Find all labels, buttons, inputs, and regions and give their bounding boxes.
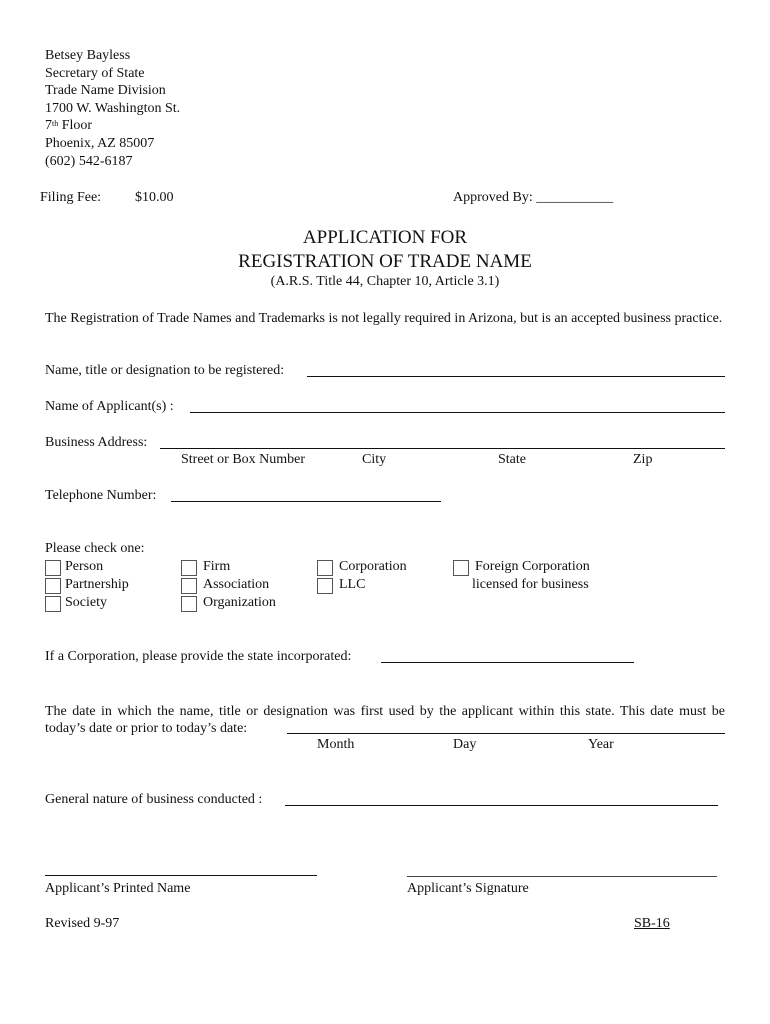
person-label: Person: [65, 559, 104, 574]
floor: 7th Floor: [45, 118, 93, 134]
llc-checkbox[interactable]: [317, 578, 333, 594]
division-name: Trade Name Division: [45, 83, 166, 99]
trade-name-input[interactable]: [307, 376, 725, 377]
business-address-input[interactable]: [160, 448, 725, 449]
form-id: SB-16: [634, 916, 670, 931]
printed-name-line[interactable]: [45, 875, 317, 876]
year-sublabel: Year: [588, 737, 614, 752]
statute-citation: (A.R.S. Title 44, Chapter 10, Article 3.1): [270, 274, 500, 289]
partnership-checkbox[interactable]: [45, 578, 61, 594]
applicant-input[interactable]: [190, 412, 725, 413]
business-nature-input[interactable]: [285, 805, 718, 806]
partnership-label: Partnership: [65, 577, 129, 592]
state-sublabel: State: [498, 452, 526, 467]
printed-name-label: Applicant’s Printed Name: [45, 881, 191, 896]
address-block: [45, 47, 180, 170]
association-checkbox[interactable]: [181, 578, 197, 594]
corp-state-input[interactable]: [381, 662, 634, 663]
form-title-line1: APPLICATION FOR: [302, 227, 468, 248]
trade-name-label: Name, title or designation to be registered:: [45, 363, 285, 378]
filing-fee-label: Filing Fee:: [40, 190, 102, 205]
first-use-date-input[interactable]: [287, 733, 725, 734]
foreign-corporation-checkbox[interactable]: [453, 560, 469, 576]
telephone-label: Telephone Number:: [45, 488, 157, 503]
business-nature-label: General nature of business conducted :: [45, 792, 263, 807]
form-title-line2: REGISTRATION OF TRADE NAME: [238, 251, 532, 272]
revised-date: Revised 9-97: [45, 916, 120, 931]
official-title: Secretary of State: [45, 65, 145, 81]
phone-number: (602) 542-6187: [45, 153, 133, 169]
association-label: Association: [203, 577, 270, 592]
city-sublabel: City: [362, 452, 387, 467]
corporation-label: Corporation: [339, 559, 407, 574]
firm-checkbox[interactable]: [181, 560, 197, 576]
firm-label: Firm: [203, 559, 231, 574]
applicant-label: Name of Applicant(s) :: [45, 399, 174, 414]
zip-sublabel: Zip: [633, 452, 653, 467]
filing-fee-value: $10.00: [135, 190, 174, 205]
intro-paragraph: The Registration of Trade Names and Trademarks is not legally required in Arizona, but is an accepted business practice.: [45, 311, 723, 326]
person-checkbox[interactable]: [45, 560, 61, 576]
telephone-input[interactable]: [171, 501, 441, 502]
official-name: Betsey Bayless: [45, 48, 131, 63]
society-label: Society: [65, 595, 107, 610]
street-sublabel: Street or Box Number: [181, 452, 306, 467]
approved-by-field: Approved By: ___________: [453, 190, 614, 205]
organization-label: Organization: [203, 595, 276, 610]
society-checkbox[interactable]: [45, 596, 61, 612]
signature-line[interactable]: [407, 876, 717, 877]
foreign-corporation-sublabel: licensed for business: [472, 577, 589, 592]
street-address: 1700 W. Washington St.: [45, 100, 181, 116]
check-one-prompt: Please check one:: [45, 541, 145, 556]
signature-label: Applicant’s Signature: [407, 881, 529, 896]
day-sublabel: Day: [453, 737, 477, 752]
foreign-corporation-label: Foreign Corporation: [475, 559, 590, 574]
corp-state-label: If a Corporation, please provide the state incorporated:: [45, 649, 352, 664]
first-use-date-paragraph: The date in which the name, title or designation was first used by the applicant within this state. This date must be today’s date or prior to today’s date:: [45, 704, 725, 736]
business-address-label: Business Address:: [45, 435, 148, 450]
city-state-zip: Phoenix, AZ 85007: [45, 135, 155, 151]
corporation-checkbox[interactable]: [317, 560, 333, 576]
llc-label: LLC: [339, 577, 366, 592]
month-sublabel: Month: [317, 737, 355, 752]
organization-checkbox[interactable]: [181, 596, 197, 612]
